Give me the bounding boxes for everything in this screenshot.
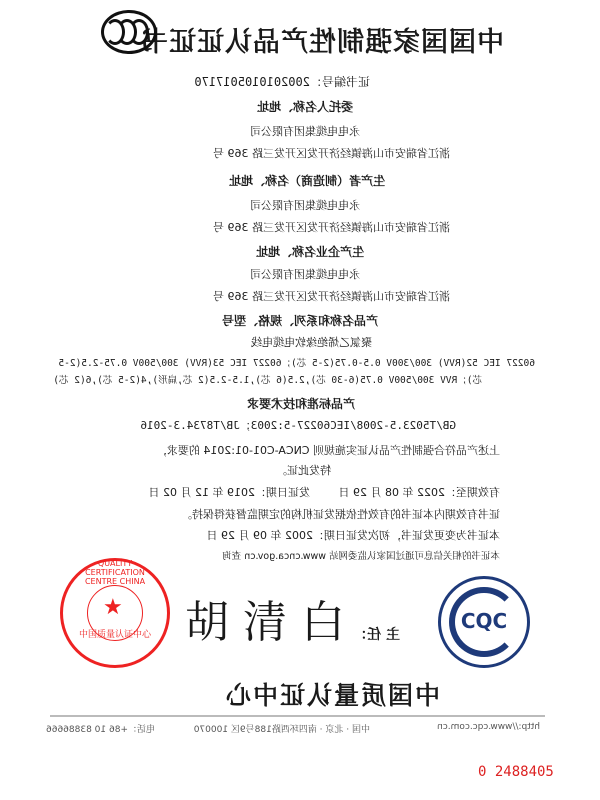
product-spec-line-1: 60227 IEC 52(RVV) 300/300V 0.5-0.75(2-5 芯)；60227 IEC 53(RVV) 300/500V 0.75-2.5(2-5 <box>58 358 535 369</box>
footer-phone: 电话：+86 10 83886666 <box>46 725 155 735</box>
certificate-title: 中国国家强制性产品认证证书 <box>140 27 504 58</box>
director-label: 主 任： <box>353 627 400 643</box>
manufacturer-address: 浙江省瑞安市山海镇经济开发区开发三路 369 号 <box>213 221 450 234</box>
factory-name: 永电电缆集团有限公司 <box>250 268 360 281</box>
factory-address: 浙江省瑞安市山海镇经济开发区开发三路 369 号 <box>213 290 450 303</box>
seal-star-icon: ★ <box>103 595 123 620</box>
issue-date: 发证日期：2019 年 12 月 02 日 <box>148 486 310 499</box>
seal-inner-text: 中国质量认证中心 <box>78 630 151 640</box>
seal-outer-text: QUALITY CERTIFICATION CENTRE CHINA <box>84 559 146 586</box>
document-serial-number: 0 2488405 <box>478 764 554 780</box>
director-signature: 胡 清 白 <box>185 597 345 648</box>
product-spec-line-2: 芯)；RVV 300/500V 0.75(6-30 芯),2.5(6 芯),1.5-2.5(2 芯,扁形),4(2-5 芯),6(2 芯) <box>53 375 482 386</box>
conformity-line-2: 特发此证。 <box>276 464 331 477</box>
notes-line-1: 证书有效期内本证书的有效性依据发证机构的定期监督获得保持。 <box>181 508 500 521</box>
client-name: 永电电缆集团有限公司 <box>250 125 360 138</box>
manufacturer-heading: 生产者（制造商）名称、地址 <box>228 174 385 188</box>
cqc-logo <box>438 576 530 668</box>
ccc-mark-icon <box>101 10 157 54</box>
client-address: 浙江省瑞安市山海镇经济开发区开发三路 369 号 <box>213 147 450 160</box>
standards-heading: 产品标准和技术要求 <box>246 397 355 411</box>
conformity-line-1: 上述产品符合强制性产品认证实施规则 CNCA-C01-01:2014 的要求， <box>155 444 500 457</box>
footer-address: 中国 · 北京 · 南四环西路188号9区 100070 <box>193 725 370 735</box>
official-seal <box>60 558 170 668</box>
product-name: 聚氯乙烯绝缘软电缆电线 <box>251 336 372 349</box>
product-heading: 产品名称和系列、规格、型号 <box>221 314 378 328</box>
issuing-organization: 中国质量认证中心 <box>223 681 440 710</box>
expiry-date: 有效期至：2022 年 08 月 29 日 <box>338 486 500 499</box>
cqc-logo-text: CQC <box>460 609 508 633</box>
factory-heading: 生产企业名称、地址 <box>255 245 364 259</box>
footer-url: http://www.cqc.com.cn <box>437 722 540 732</box>
certificate-number: 证书编号：2002010105017170 <box>194 75 370 89</box>
client-heading: 委托人名称、地址 <box>256 100 353 114</box>
manufacturer-name: 永电电缆集团有限公司 <box>250 199 360 212</box>
standards-text: GB/T5023.5-2008/IEC60227-5:2003；JB/T8734.3-2016 <box>140 419 456 432</box>
notes-line-3: 本证书的相关信息可通过国家认监委网站 www.cnca.gov.cn 查询 <box>222 551 500 562</box>
notes-line-2: 本证书为变更发证书，初次发证日期：2002 年 09 月 29 日 <box>206 529 500 542</box>
footer-divider <box>50 715 545 717</box>
